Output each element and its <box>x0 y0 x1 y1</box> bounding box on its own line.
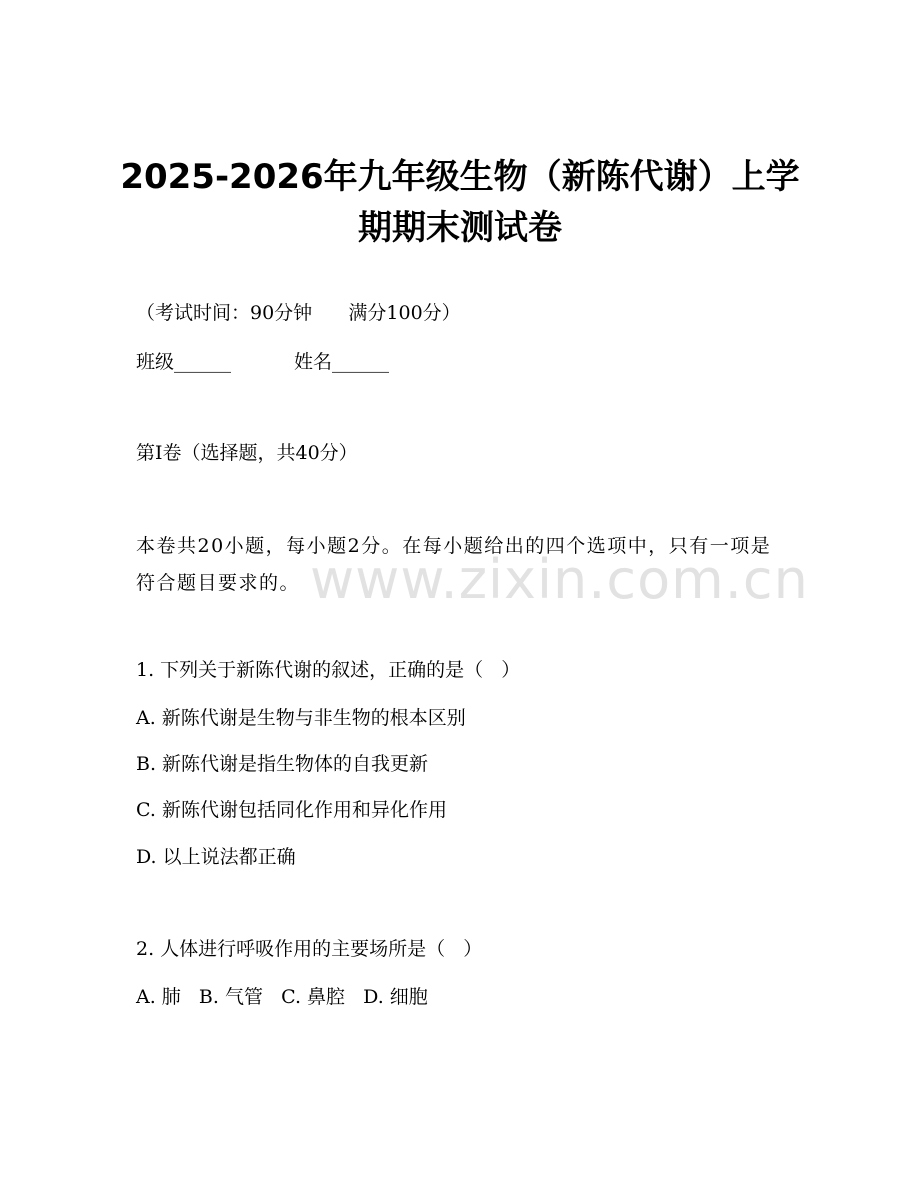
question-1-option-d: D. 以上说法都正确 <box>136 846 296 868</box>
document-title-line-2: 期期末测试卷 <box>358 208 562 248</box>
question-1-option-a: A. 新陈代谢是生物与非生物的根本区别 <box>136 707 466 729</box>
instructions: 本卷共20小题，每小题2分。在每小题给出的四个选项中，只有一项是符合题目要求的。 <box>136 535 772 594</box>
class-field: 班级______ <box>136 351 232 373</box>
question-1-option-b: B. 新陈代谢是指生物体的自我更新 <box>136 753 429 775</box>
question-1-stem: 1. 下列关于新陈代谢的叙述，正确的是（ ） <box>136 659 521 681</box>
section-heading: 第Ⅰ卷（选择题，共40分） <box>136 442 358 464</box>
document-title-line-1: 2025-2026年九年级生物（新陈代谢）上学 <box>120 157 800 197</box>
watermark: www.zixin.com.cn <box>310 548 809 611</box>
question-1-option-c: C. 新陈代谢包括同化作用和异化作用 <box>136 799 447 821</box>
question-2-stem: 2. 人体进行呼吸作用的主要场所是（ ） <box>136 938 483 960</box>
question-2-options: A. 肺 B. 气管 C. 鼻腔 D. 细胞 <box>136 986 428 1008</box>
name-field: 姓名______ <box>294 351 390 373</box>
exam-info: （考试时间：90分钟 满分100分） <box>136 302 461 324</box>
